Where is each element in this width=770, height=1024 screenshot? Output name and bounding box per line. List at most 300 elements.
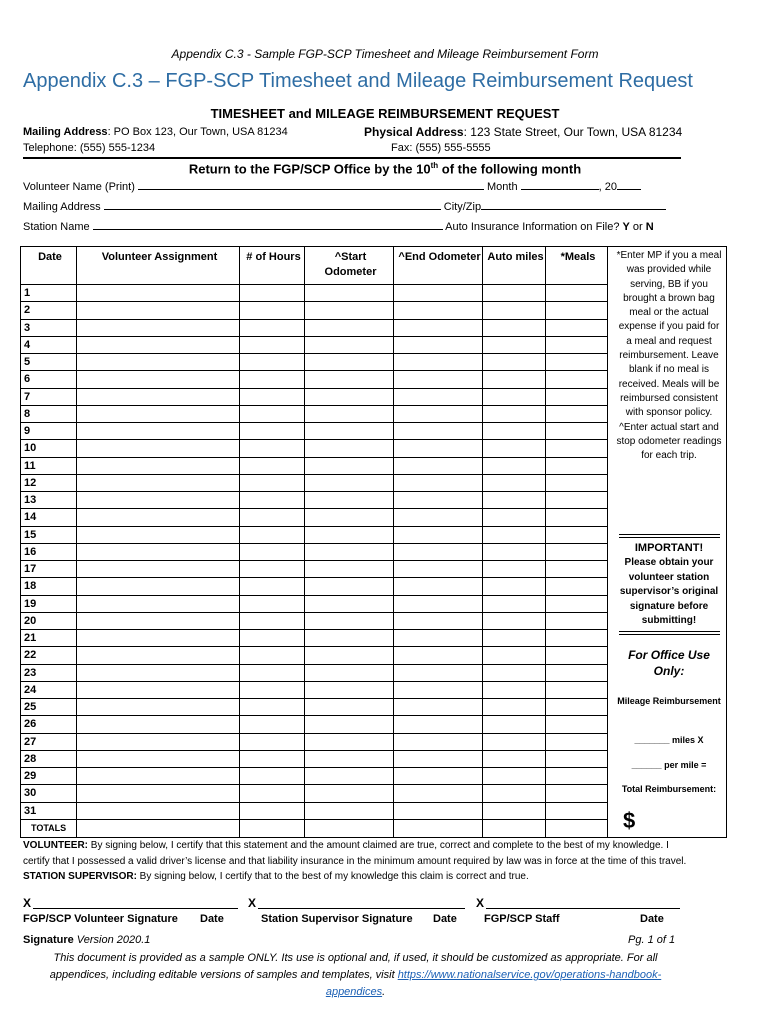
mailing-label: Mailing Address — [23, 126, 108, 138]
entry-cell[interactable] — [394, 457, 483, 474]
entry-cell[interactable] — [394, 526, 483, 543]
entry-cell[interactable] — [394, 354, 483, 371]
entry-cell[interactable] — [305, 750, 394, 767]
entry-cell[interactable] — [305, 681, 394, 698]
entry-cell[interactable] — [77, 285, 240, 302]
day-number: 26 — [21, 716, 77, 733]
entry-cell[interactable] — [305, 371, 394, 388]
entry-cell[interactable] — [394, 578, 483, 595]
signature-x: X — [476, 896, 485, 910]
entry-cell[interactable] — [240, 578, 305, 595]
supervisor-cert-label: STATION SUPERVISOR: — [23, 871, 137, 882]
day-number: 25 — [21, 699, 77, 716]
entry-cell[interactable] — [77, 336, 240, 353]
supervisor-signature-label: Station Supervisor Signature — [261, 913, 413, 925]
fax: Fax: (555) 555-5555 — [391, 142, 491, 154]
double-rule — [619, 631, 720, 635]
entry-cell[interactable] — [240, 457, 305, 474]
entry-cell[interactable] — [546, 405, 608, 422]
station-name-row — [23, 220, 654, 233]
total-cell[interactable] — [483, 819, 546, 837]
entry-cell[interactable] — [305, 285, 394, 302]
entry-cell[interactable] — [77, 457, 240, 474]
entry-cell[interactable] — [305, 336, 394, 353]
entry-cell[interactable] — [483, 561, 546, 578]
day-number: 27 — [21, 733, 77, 750]
per-mile-field[interactable]: ______ per mile = — [631, 760, 707, 770]
entry-cell[interactable] — [546, 699, 608, 716]
entry-cell[interactable] — [483, 699, 546, 716]
header-date: Date — [21, 247, 77, 285]
entry-cell[interactable] — [240, 647, 305, 664]
entry-cell[interactable] — [483, 423, 546, 440]
station-name-label: Station Name — [23, 221, 90, 233]
version: Version 2020.1 — [76, 934, 151, 946]
entry-cell[interactable] — [240, 785, 305, 802]
day-number: 31 — [21, 802, 77, 819]
year-field[interactable] — [617, 180, 641, 190]
entry-cell[interactable] — [546, 354, 608, 371]
entry-cell[interactable] — [305, 457, 394, 474]
entry-cell[interactable] — [483, 647, 546, 664]
entry-cell[interactable] — [77, 802, 240, 819]
entry-cell[interactable] — [77, 543, 240, 560]
day-number: 28 — [21, 750, 77, 767]
entry-cell[interactable] — [483, 336, 546, 353]
entry-cell[interactable] — [305, 733, 394, 750]
entry-cell[interactable] — [546, 285, 608, 302]
entry-cell[interactable] — [77, 750, 240, 767]
entry-cell[interactable] — [483, 630, 546, 647]
supervisor-signature-line[interactable] — [258, 908, 465, 909]
entry-cell[interactable] — [240, 388, 305, 405]
day-number: 21 — [21, 630, 77, 647]
return-post: of the following month — [438, 161, 582, 177]
dollar-sign: $ — [623, 808, 636, 833]
header-assignment: Volunteer Assignment — [77, 247, 240, 285]
entry-cell[interactable] — [77, 785, 240, 802]
staff-signature-word: Signature — [23, 934, 74, 946]
entry-cell[interactable] — [394, 664, 483, 681]
entry-cell[interactable] — [394, 561, 483, 578]
entry-cell[interactable] — [240, 526, 305, 543]
page-number: Pg. 1 of 1 — [628, 934, 676, 946]
day-number: 16 — [21, 543, 77, 560]
entry-cell[interactable] — [546, 785, 608, 802]
entry-cell[interactable] — [305, 578, 394, 595]
header-meals: *Meals — [546, 247, 608, 285]
header-auto-miles: Auto miles — [483, 247, 546, 285]
entry-cell[interactable] — [305, 474, 394, 491]
signature-x: X — [23, 896, 32, 910]
entry-cell[interactable] — [240, 612, 305, 629]
entry-cell[interactable] — [483, 526, 546, 543]
entry-cell[interactable] — [546, 733, 608, 750]
day-number: 8 — [21, 405, 77, 422]
entry-cell[interactable] — [77, 474, 240, 491]
day-number: 13 — [21, 492, 77, 509]
day-number: 18 — [21, 578, 77, 595]
entry-cell[interactable] — [77, 647, 240, 664]
entry-cell[interactable] — [546, 595, 608, 612]
entry-cell[interactable] — [394, 785, 483, 802]
month-field[interactable] — [521, 180, 599, 190]
entry-cell[interactable] — [546, 457, 608, 474]
header-hours: # of Hours — [240, 247, 305, 285]
entry-cell[interactable] — [483, 768, 546, 785]
telephone: Telephone: (555) 555-1234 — [23, 142, 156, 154]
entry-cell[interactable] — [546, 612, 608, 629]
staff-signature-line[interactable] — [486, 908, 680, 909]
physical-label: Physical Address — [364, 125, 464, 139]
entry-cell[interactable] — [394, 405, 483, 422]
city-zip-field[interactable] — [481, 200, 666, 210]
mailing-address-line — [23, 126, 288, 138]
entry-cell[interactable] — [483, 664, 546, 681]
entry-cell[interactable] — [394, 492, 483, 509]
entry-cell[interactable] — [305, 716, 394, 733]
mailing-value: : PO Box 123, Our Town, USA 81234 — [107, 126, 288, 138]
entry-cell[interactable] — [77, 612, 240, 629]
entry-cell[interactable] — [77, 681, 240, 698]
day-number: 17 — [21, 561, 77, 578]
entry-cell[interactable] — [240, 354, 305, 371]
entry-cell[interactable] — [240, 302, 305, 319]
day-number: 22 — [21, 647, 77, 664]
entry-cell[interactable] — [305, 664, 394, 681]
entry-cell[interactable] — [483, 354, 546, 371]
entry-cell[interactable] — [240, 440, 305, 457]
day-number: 4 — [21, 336, 77, 353]
entry-cell[interactable] — [240, 768, 305, 785]
entry-cell[interactable] — [394, 768, 483, 785]
entry-cell[interactable] — [240, 285, 305, 302]
day-number: 11 — [21, 457, 77, 474]
supervisor-date-label: Date — [433, 913, 457, 925]
entry-cell[interactable] — [546, 802, 608, 819]
header-start-odometer: ^Start Odometer — [305, 247, 394, 285]
entry-cell[interactable] — [305, 647, 394, 664]
entry-cell[interactable] — [546, 768, 608, 785]
entry-cell[interactable] — [240, 423, 305, 440]
entry-cell[interactable] — [546, 543, 608, 560]
entry-cell[interactable] — [546, 526, 608, 543]
side-note: *Enter MP if you a meal was provided while serving, BB if you brought a brown bag meal or the actual expense if you paid for a meal and request reimbursement. Leave blank if no meal is received. Meals will be reimbursed consistent with sponsor policy. ^Enter actual start and stop odometer readings for each trip. — [616, 250, 722, 462]
entry-cell[interactable] — [394, 750, 483, 767]
physical-value: : 123 State Street, Our Town, USA 81234 — [463, 125, 683, 139]
volunteer-cert-label: VOLUNTEER: — [23, 840, 88, 851]
entry-cell[interactable] — [546, 630, 608, 647]
entry-cell[interactable] — [483, 405, 546, 422]
footer-note — [23, 950, 688, 1001]
entry-cell[interactable] — [394, 802, 483, 819]
volunteer-name-label: Volunteer Name (Print) — [23, 181, 135, 193]
entry-cell[interactable] — [546, 561, 608, 578]
miles-x-field[interactable]: _______ miles X — [634, 735, 704, 745]
entry-cell[interactable] — [394, 543, 483, 560]
entry-cell[interactable] — [483, 285, 546, 302]
entry-cell[interactable] — [546, 371, 608, 388]
entry-cell[interactable] — [546, 509, 608, 526]
entry-cell[interactable] — [240, 664, 305, 681]
entry-cell[interactable] — [483, 612, 546, 629]
entry-cell[interactable] — [483, 595, 546, 612]
double-rule — [619, 534, 720, 538]
entry-cell[interactable] — [77, 440, 240, 457]
header-end-odometer: ^End Odometer — [394, 247, 483, 285]
entry-cell[interactable] — [483, 716, 546, 733]
return-notice — [0, 161, 770, 176]
entry-cell[interactable] — [483, 509, 546, 526]
entry-cell[interactable] — [546, 750, 608, 767]
entry-cell[interactable] — [77, 768, 240, 785]
entry-cell[interactable] — [483, 492, 546, 509]
return-sup: th — [430, 161, 439, 170]
supervisor-cert-text: By signing below, I certify that to the best of my knowledge this claim is correct and true. — [136, 871, 529, 882]
entry-cell[interactable] — [394, 681, 483, 698]
entry-cell[interactable] — [240, 630, 305, 647]
entry-cell[interactable] — [546, 474, 608, 491]
entry-cell[interactable] — [305, 612, 394, 629]
entry-cell[interactable] — [240, 595, 305, 612]
entry-cell[interactable] — [483, 371, 546, 388]
total-cell[interactable] — [77, 819, 240, 837]
entry-cell[interactable] — [240, 681, 305, 698]
entry-cell[interactable] — [240, 699, 305, 716]
entry-cell[interactable] — [546, 716, 608, 733]
entry-cell[interactable] — [305, 509, 394, 526]
entry-cell[interactable] — [546, 578, 608, 595]
entry-cell[interactable] — [394, 319, 483, 336]
volunteer-name-field[interactable] — [138, 180, 484, 190]
entry-cell[interactable] — [77, 595, 240, 612]
day-number: 20 — [21, 612, 77, 629]
entry-cell[interactable] — [77, 630, 240, 647]
volunteer-signature-line[interactable] — [33, 908, 238, 909]
entry-cell[interactable] — [77, 319, 240, 336]
signature-x: X — [248, 896, 257, 910]
entry-cell[interactable] — [546, 664, 608, 681]
entry-cell[interactable] — [546, 336, 608, 353]
return-pre: Return to the FGP/SCP Office by the 10 — [188, 161, 431, 177]
entry-cell[interactable] — [77, 733, 240, 750]
day-number: 30 — [21, 785, 77, 802]
entry-cell[interactable] — [394, 423, 483, 440]
entry-cell[interactable] — [305, 388, 394, 405]
day-number: 19 — [21, 595, 77, 612]
entry-cell[interactable] — [77, 354, 240, 371]
entry-cell[interactable] — [394, 647, 483, 664]
volunteer-name-row — [23, 180, 641, 193]
entry-cell[interactable] — [546, 440, 608, 457]
entry-cell[interactable] — [305, 630, 394, 647]
total-cell[interactable] — [546, 819, 608, 837]
year-prefix: , 20 — [598, 181, 618, 193]
entry-cell[interactable] — [305, 319, 394, 336]
entry-cell[interactable] — [305, 492, 394, 509]
entry-cell[interactable] — [394, 509, 483, 526]
entry-cell[interactable] — [394, 285, 483, 302]
entry-cell[interactable] — [394, 440, 483, 457]
entry-cell[interactable] — [77, 699, 240, 716]
entry-cell[interactable] — [394, 388, 483, 405]
entry-cell[interactable] — [546, 492, 608, 509]
entry-cell[interactable] — [305, 543, 394, 560]
entry-cell[interactable] — [240, 336, 305, 353]
entry-cell[interactable] — [483, 319, 546, 336]
auto-insurance-or: or — [632, 221, 643, 233]
entry-cell[interactable] — [483, 302, 546, 319]
day-number: 12 — [21, 474, 77, 491]
entry-cell[interactable] — [546, 647, 608, 664]
station-name-field[interactable] — [93, 220, 443, 230]
certification-text — [23, 838, 688, 885]
entry-cell[interactable] — [305, 302, 394, 319]
entry-cell[interactable] — [546, 319, 608, 336]
entry-cell[interactable] — [483, 785, 546, 802]
entry-cell[interactable] — [394, 302, 483, 319]
entry-cell[interactable] — [240, 405, 305, 422]
mailing-address-field[interactable] — [104, 200, 441, 210]
entry-cell[interactable] — [77, 388, 240, 405]
totals-label: TOTALS — [21, 819, 77, 837]
city-zip-label: City/Zip — [443, 201, 482, 213]
total-reimbursement-label: Total Reimbursement: — [621, 784, 717, 794]
version-line — [23, 934, 150, 946]
important-title: IMPORTANT! — [634, 542, 704, 554]
footer-text: This document is provided as a sample ONLY. Its use is optional and, if used, it should be customized as appropriate. For all appendices, including editable versions of samples and templates, visit — [49, 952, 658, 981]
entry-cell[interactable] — [240, 561, 305, 578]
page-title: Appendix C.3 – FGP-SCP Timesheet and Mileage Reimbursement Request — [23, 70, 693, 92]
volunteer-cert-text: By signing below, I certify that this statement and the amount claimed are true, correct and complete to the best of my knowledge. I certify that I possessed a valid driver’s license and that liability insurance in the minimum amount required by law was in force at the time of this travel. — [23, 840, 687, 867]
entry-cell[interactable] — [483, 474, 546, 491]
total-cell[interactable] — [305, 819, 394, 837]
entry-cell[interactable] — [77, 664, 240, 681]
entry-cell[interactable] — [77, 371, 240, 388]
entry-cell[interactable] — [546, 302, 608, 319]
entry-cell[interactable] — [305, 768, 394, 785]
entry-cell[interactable] — [240, 509, 305, 526]
entry-cell[interactable] — [546, 388, 608, 405]
entry-cell[interactable] — [394, 630, 483, 647]
entry-cell[interactable] — [394, 336, 483, 353]
entry-cell[interactable] — [77, 405, 240, 422]
entry-cell[interactable] — [394, 733, 483, 750]
mailing-address-row — [23, 200, 666, 213]
entry-cell[interactable] — [483, 543, 546, 560]
entry-cell[interactable] — [305, 561, 394, 578]
total-cell[interactable] — [394, 819, 483, 837]
entry-cell[interactable] — [394, 699, 483, 716]
entry-cell[interactable] — [240, 750, 305, 767]
mailing-address-label: Mailing Address — [23, 201, 101, 213]
entry-cell[interactable] — [483, 802, 546, 819]
staff-date-label: Date — [640, 913, 664, 925]
day-number: 23 — [21, 664, 77, 681]
day-number: 2 — [21, 302, 77, 319]
entry-cell[interactable] — [394, 612, 483, 629]
month-label: Month — [487, 181, 518, 193]
entry-cell[interactable] — [77, 561, 240, 578]
entry-cell[interactable] — [394, 716, 483, 733]
auto-insurance-yes[interactable]: Y — [622, 221, 630, 233]
entry-cell[interactable] — [483, 750, 546, 767]
mileage-reimbursement-label: Mileage Reimbursement — [617, 696, 721, 706]
entry-cell[interactable] — [483, 578, 546, 595]
day-number: 9 — [21, 423, 77, 440]
important-body: Please obtain your volunteer station supervisor’s original signature before submitting! — [619, 557, 719, 626]
entry-cell[interactable] — [77, 509, 240, 526]
entry-cell[interactable] — [77, 302, 240, 319]
entry-cell[interactable] — [305, 785, 394, 802]
entry-cell[interactable] — [394, 474, 483, 491]
office-use-title: For Office Use Only: — [628, 648, 710, 678]
entry-cell[interactable] — [483, 681, 546, 698]
entry-cell[interactable] — [305, 595, 394, 612]
entry-cell[interactable] — [305, 699, 394, 716]
staff-signature-label: FGP/SCP Staff — [484, 913, 560, 925]
day-number: 7 — [21, 388, 77, 405]
entry-cell[interactable] — [483, 733, 546, 750]
entry-cell[interactable] — [305, 423, 394, 440]
entry-cell[interactable] — [77, 716, 240, 733]
day-number: 6 — [21, 371, 77, 388]
entry-cell[interactable] — [305, 440, 394, 457]
day-number: 29 — [21, 768, 77, 785]
day-number: 24 — [21, 681, 77, 698]
entry-cell[interactable] — [546, 423, 608, 440]
form-subtitle: TIMESHEET and MILEAGE REIMBURSEMENT REQUEST — [210, 106, 560, 121]
entry-cell[interactable] — [483, 388, 546, 405]
entry-cell[interactable] — [305, 405, 394, 422]
total-cell[interactable] — [240, 819, 305, 837]
entry-cell[interactable] — [240, 716, 305, 733]
entry-cell[interactable] — [240, 543, 305, 560]
footer-end: . — [382, 986, 386, 998]
day-number: 3 — [21, 319, 77, 336]
entry-cell[interactable] — [305, 802, 394, 819]
entry-cell[interactable] — [305, 526, 394, 543]
day-number: 14 — [21, 509, 77, 526]
entry-cell[interactable] — [483, 440, 546, 457]
entry-cell[interactable] — [394, 371, 483, 388]
auto-insurance-no[interactable]: N — [645, 221, 654, 233]
entry-cell[interactable] — [394, 595, 483, 612]
entry-cell[interactable] — [305, 354, 394, 371]
header-rule — [23, 157, 681, 159]
entry-cell[interactable] — [77, 526, 240, 543]
day-number: 1 — [21, 285, 77, 302]
volunteer-date-label: Date — [200, 913, 224, 925]
footer-link[interactable]: https://www.nationalservice.gov/operations-handbook-appendices — [325, 969, 662, 998]
entry-cell[interactable] — [240, 371, 305, 388]
entry-cell[interactable] — [240, 492, 305, 509]
entry-cell[interactable] — [77, 423, 240, 440]
auto-insurance-label: Auto Insurance Information on File? — [445, 221, 620, 233]
entry-cell[interactable] — [240, 802, 305, 819]
volunteer-signature-label: FGP/SCP Volunteer Signature — [23, 913, 178, 925]
entry-cell[interactable] — [483, 457, 546, 474]
physical-address-line — [364, 125, 682, 139]
entry-cell[interactable] — [77, 492, 240, 509]
day-number: 5 — [21, 354, 77, 371]
entry-cell[interactable] — [240, 733, 305, 750]
header-italic: Appendix C.3 - Sample FGP-SCP Timesheet and Mileage Reimbursement Form — [171, 47, 599, 61]
entry-cell[interactable] — [240, 474, 305, 491]
entry-cell[interactable] — [240, 319, 305, 336]
entry-cell[interactable] — [546, 681, 608, 698]
entry-cell[interactable] — [77, 578, 240, 595]
